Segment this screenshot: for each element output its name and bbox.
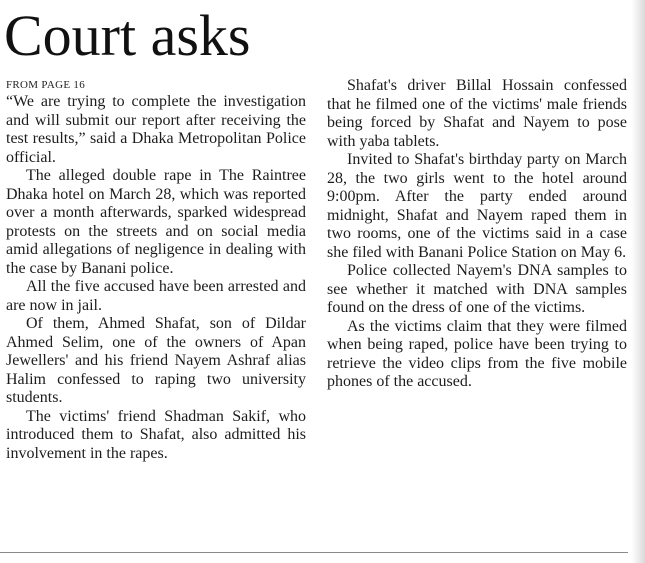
paragraph: The victims' friend Shadman Sakif, who introduced them to Shafat, also admitted his involvement in the rapes. [6, 407, 306, 462]
paragraph: All the five accused have been arrested and are now in jail. [6, 278, 306, 314]
paragraph: Shafat's driver Billal Hossain confessed that he filmed one of the victims' male friends being forced by Shafat and Nayem to pose with yaba tablets. [327, 77, 627, 150]
right-column [327, 77, 627, 392]
paragraph: “We are trying to complete the investigation and will submit our report after receiving the test results,” said a Dhaka Metropolitan Police official. [6, 93, 306, 166]
continued-from-kicker: FROM PAGE 16 [6, 79, 85, 91]
headline: Court asks [4, 3, 251, 68]
left-column [6, 78, 306, 463]
paragraph: Police collected Nayem's DNA samples to see whether it matched with DNA samples found on the dress of one of the victims. [327, 262, 627, 316]
paragraph: Invited to Shafat's birthday party on March 28, the two girls went to the hotel around 9:00pm. After the party ended around midnight, Shafat and Nayem raped them in two rooms, one of the victims said in a case she filed with Banani Police Station on May 6. [327, 151, 627, 261]
paragraph: Of them, Ahmed Shafat, son of Dildar Ahmed Selim, one of the owners of Apan Jewellers' and his friend Nayem Ashraf alias Halim confessed to raping two university students. [6, 315, 306, 406]
paragraph: As the victims claim that they were filmed when being raped, police have been trying to retrieve the video clips from the five mobile phones of the accused. [327, 317, 627, 390]
bottom-rule [0, 552, 628, 553]
page-edge-shadow [631, 0, 645, 563]
paragraph: The alleged double rape in The Raintree Dhaka hotel on March 28, which was reported over a month afterwards, sparked widespread protests on the streets and on social media amid allegations of negligence in dealing with the case by Banani police. [6, 167, 306, 277]
